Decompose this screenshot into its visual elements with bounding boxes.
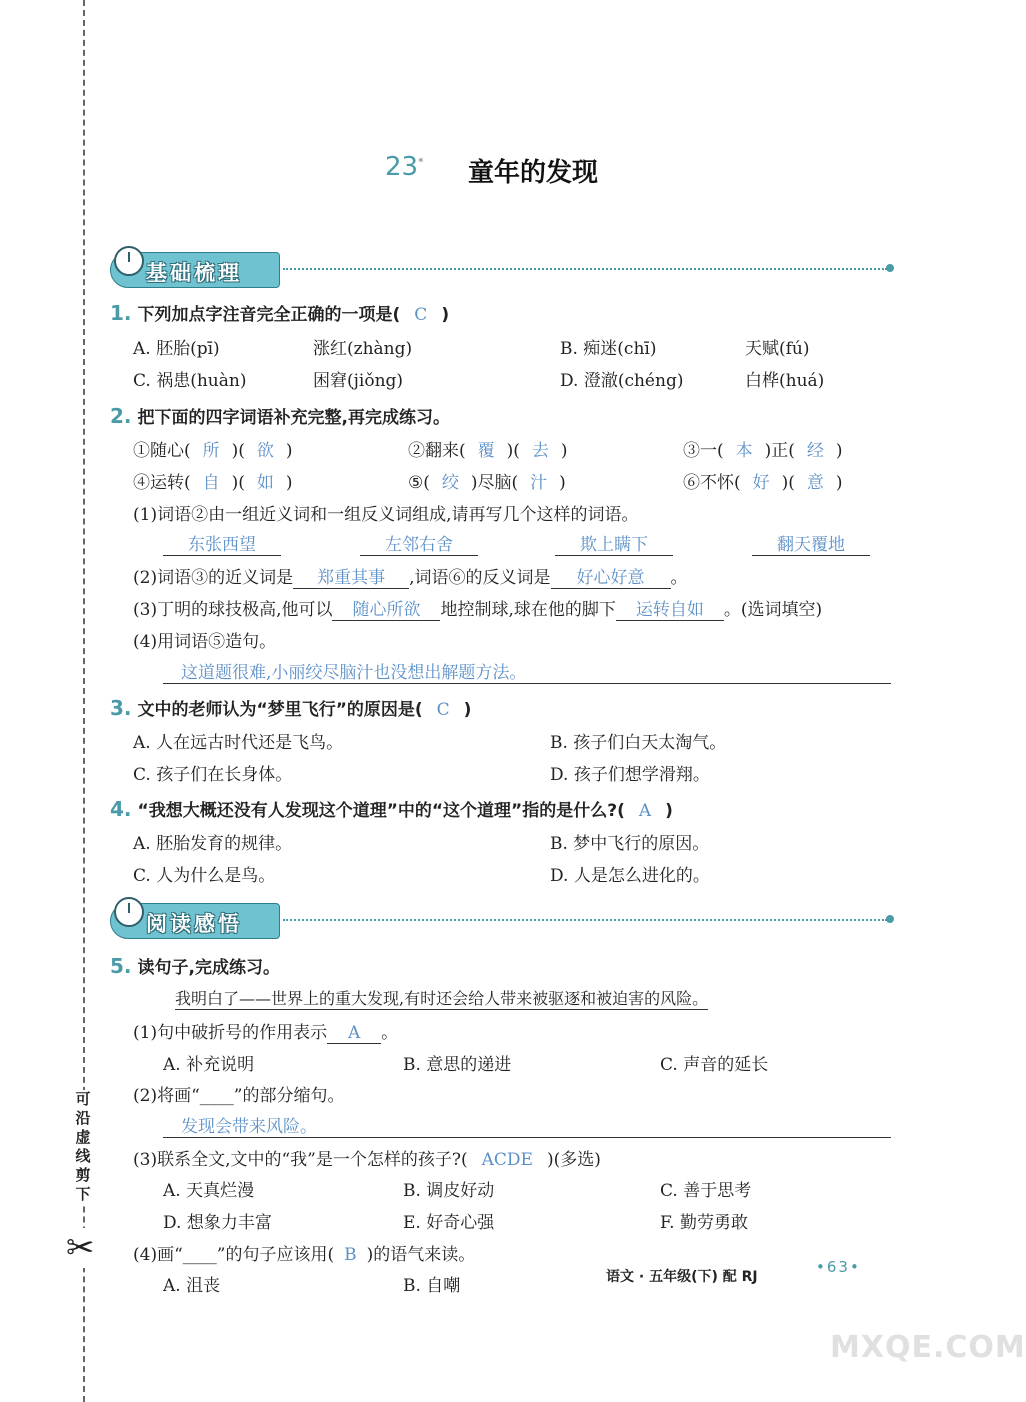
divider-end [886, 915, 894, 923]
question-4: 4. “我想大概还没有人发现这个道理”中的“这个道理”指的是什么?( A ) [110, 797, 673, 821]
answer-line: 东张西望 [163, 530, 281, 556]
watermark: MXQE.COM [830, 1330, 1026, 1365]
sub-question: (1)句中破折号的作用表示 A 。 [133, 1023, 399, 1043]
question-3: 3. 文中的老师认为“梦里飞行”的原因是( C ) [110, 696, 472, 720]
option: B. 梦中飞行的原因。 [550, 834, 710, 854]
option: A. 天真烂漫 [163, 1181, 255, 1201]
option: D. 想象力丰富 [163, 1213, 272, 1233]
page-number: •63• [816, 1258, 861, 1276]
section-title: 基础梳理 [146, 261, 242, 285]
sub-question: (4)用词语⑤造句。 [133, 632, 277, 652]
section-title: 阅读感悟 [146, 912, 242, 936]
quote-sentence: 我明白了——世界上的重大发现,有时还会给人带来被驱逐和被迫害的风险。 [175, 986, 708, 1010]
sub-question: (4)画“____”的句子应该用( B )的语气来读。 [133, 1245, 476, 1265]
section-banner-reading [110, 903, 280, 941]
option: F. 勤劳勇敢 [660, 1213, 748, 1233]
option: 天赋(fú) [745, 339, 810, 359]
answer-line: 欺上瞒下 [555, 530, 673, 556]
idiom-item: ④运转( 自 )( 如 ) [133, 473, 293, 493]
answer-line: 翻天覆地 [752, 530, 870, 556]
option: D. 孩子们想学滑翔。 [550, 765, 710, 785]
divider [283, 268, 887, 270]
option: 白桦(huá) [745, 371, 825, 391]
answer-line: 这道题很难,小丽绞尽脑汁也没想出解题方法。 [163, 658, 891, 684]
answer-line: 左邻右舍 [360, 530, 478, 556]
sub-question: (1)词语②由一组近义词和一组反义词组成,请再写几个这样的词语。 [133, 505, 639, 525]
clock-icon [114, 246, 144, 276]
cut-note: 可沿虚线剪下 [72, 1090, 94, 1204]
option: A. 补充说明 [163, 1055, 255, 1075]
option: B. 孩子们白天太淘气。 [550, 733, 727, 753]
idiom-item: ⑥不怀( 好 )( 意 ) [683, 473, 843, 493]
sub-question: (3)丁明的球技极高,他可以 随心所欲 地控制球,球在他的脚下 运转自如 。(选词填空) [133, 595, 822, 621]
option: A. 沮丧 [163, 1276, 221, 1296]
sub-question: (2)将画“____”的部分缩句。 [133, 1086, 345, 1106]
idiom-item: ②翻来( 覆 )( 去 ) [408, 441, 568, 461]
clock-icon [114, 897, 144, 927]
sub-question: (2)词语③的近义词是 郑重其事 ,词语⑥的反义词是 好心好意 。 [133, 563, 688, 589]
question-2: 2. 把下面的四字词语补充完整,再完成练习。 [110, 404, 450, 428]
section-banner-basic [110, 252, 280, 290]
option: C. 人为什么是鸟。 [133, 866, 276, 886]
option: B. 痴迷(chī) [560, 339, 657, 359]
option: D. 人是怎么进化的。 [550, 866, 710, 886]
lesson-title: 童年的发现 [468, 158, 599, 188]
sub-question: (3)联系全文,文中的“我”是一个怎样的孩子?( ACDE )(多选) [133, 1150, 601, 1170]
answer-line: 发现会带来风险。 [163, 1112, 891, 1138]
option: 困窘(jiǒng) [313, 371, 404, 391]
option: A. 胚胎发育的规律。 [133, 834, 293, 854]
option: B. 调皮好动 [403, 1181, 495, 1201]
divider [283, 919, 887, 921]
idiom-item: ①随心( 所 )( 欲 ) [133, 441, 293, 461]
idiom-item: ⑤( 绞 )尽脑( 汁 ) [408, 473, 566, 493]
scissors-icon: ✂ [66, 1228, 95, 1268]
question-1: 1. 下列加点字注音完全正确的一项是( C ) [110, 301, 450, 325]
idiom-item: ③一( 本 )正( 经 ) [683, 441, 843, 461]
option: 涨红(zhàng) [313, 339, 413, 359]
option: C. 善于思考 [660, 1181, 752, 1201]
option: C. 孩子们在长身体。 [133, 765, 293, 785]
question-5: 5. 读句子,完成练习。 [110, 954, 280, 978]
option: A. 人在远古时代还是飞鸟。 [133, 733, 344, 753]
option: B. 意思的递进 [403, 1055, 512, 1075]
option: E. 好奇心强 [403, 1213, 495, 1233]
option: C. 声音的延长 [660, 1055, 769, 1075]
option: B. 自嘲 [403, 1276, 461, 1296]
answer: C [414, 305, 428, 325]
divider-end [886, 264, 894, 272]
lesson-number: 23* [385, 152, 424, 182]
footer-label: 语文 · 五年级(下) 配 RJ [606, 1269, 758, 1285]
option: A. 胚胎(pī) [133, 339, 220, 359]
option: D. 澄澈(chéng) [560, 371, 684, 391]
option: C. 祸患(huàn) [133, 371, 247, 391]
